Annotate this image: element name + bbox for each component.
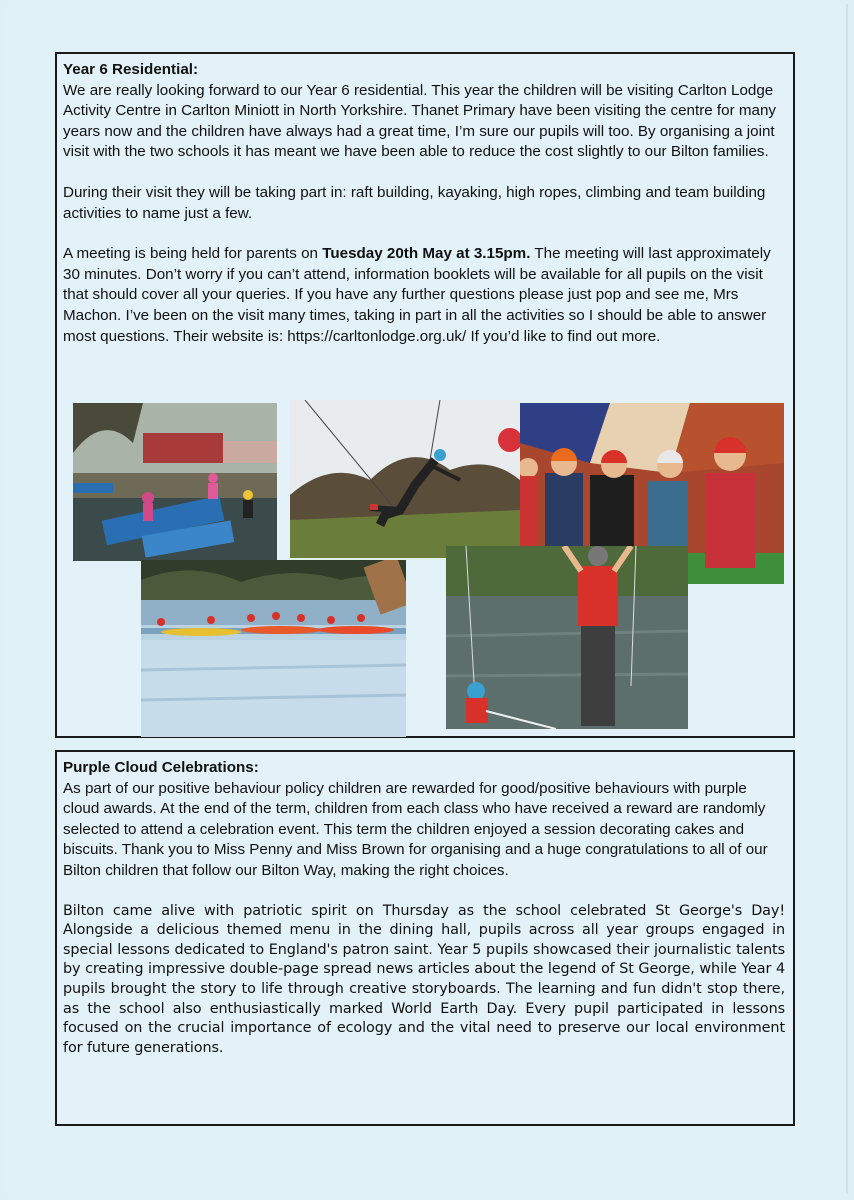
parents-meeting-paragraph bbox=[63, 244, 785, 347]
purple-cloud-paragraph: As part of our positive behaviour policy children are rewarded for good/positive behaviours with purple cloud awards. At the end of the term, children from each class who have received a reward are randomly selected to attend a celebration event. This term the children enjoyed a session decorating cakes and biscuits. Thank you to Miss Penny and Miss Brown for organising and a huge congratulations to all of our Bilton children that follow our Bilton Way, making the right choices. bbox=[63, 779, 768, 879]
high-ropes-photo bbox=[290, 400, 520, 558]
residential-intro-paragraph: We are really looking forward to our Year 6 residential. This year the children will be visiting Carlton Lodge Activity Centre in Carlton Miniott in North Yorkshire. Thanet Primary have been visiting the centre for many years now and the children have always had a great time, I’m sure our pupils will too. By organising a joint visit with the two schools it has meant we have been able to reduce the cost slightly to our Bilton families. bbox=[63, 81, 777, 161]
kayaking-photo bbox=[141, 560, 406, 737]
meeting-intro-text: A meeting is being held for parents on bbox=[63, 245, 323, 263]
lake-rope-activity-photo bbox=[446, 546, 688, 729]
section-heading: Year 6 Residential: bbox=[63, 61, 199, 78]
purple-cloud-section bbox=[55, 750, 795, 1126]
section-heading: Purple Cloud Celebrations: bbox=[63, 759, 259, 776]
residential-activities-paragraph: During their visit they will be taking part in: raft building, kayaking, high ropes, climbing and team building activities to name just a few. bbox=[63, 183, 766, 222]
meeting-details-text: The meeting will last approximately 30 minutes. Don’t worry if you can’t attend, information booklets will be available for all pupils on the visit that should cover all your queries. If you have any further questions please just pop and see me, Mrs Machon. I’ve been on the visit many times, taking in part in all the activities so I should be able to answer most questions. Their website is: https://carltonlodge.org.uk/ If you’d like to find out more. bbox=[63, 245, 771, 345]
raft-building-photo bbox=[73, 403, 277, 561]
st-george-day-paragraph: Bilton came alive with patriotic spirit on Thursday as the school celebrated St George's Day! Alongside a delicious themed menu in the dining hall, pupils across all year groups engaged in special lessons dedicated to England's patron saint. Year 5 pupils showcased their journalistic talents by creating impressive double-page spread news articles about the legend of St George, while Year 4 pupils brought the story to life through creative storyboards. The learning and fun didn't stop there, as the school also enthusiastically marked World Earth Day. Every pupil participated in lessons focused on the crucial importance of ecology and the vital need to preserve our local environment for future generations. bbox=[63, 902, 785, 1056]
meeting-date-text: Tuesday 20th May at 3.15pm. bbox=[322, 245, 531, 263]
